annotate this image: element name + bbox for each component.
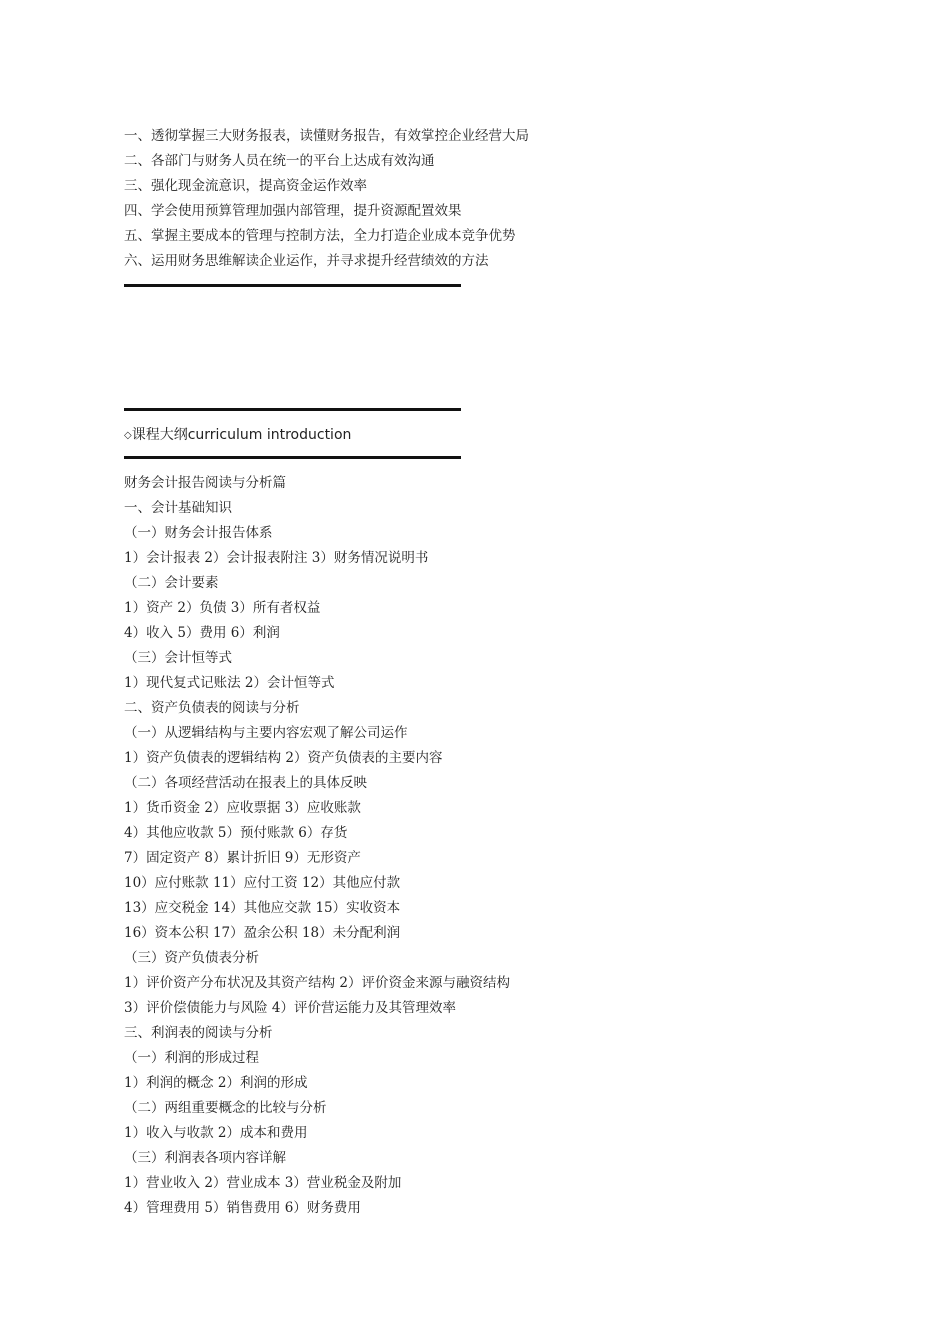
divider-rule: [124, 284, 461, 287]
objective-item: 五、掌握主要成本的管理与控制方法，全力打造企业成本竞争优势: [124, 228, 516, 244]
objective-item: 四、学会使用预算管理加强内部管理，提升资源配置效果: [124, 203, 462, 219]
divider-rule: [124, 408, 461, 411]
objectives-list: [124, 124, 824, 274]
outline-item: 1）货币资金 2）应收票据 3）应收账款: [124, 800, 361, 816]
curriculum-heading-en: curriculum introduction: [187, 427, 352, 443]
outline-item: （三）资产负债表分析: [124, 950, 259, 966]
outline-item: 3）评价偿债能力与风险 4）评价营运能力及其管理效率: [124, 1000, 456, 1016]
outline-item: 1）利润的概念 2）利润的形成: [124, 1075, 308, 1091]
outline-item: 4）管理费用 5）销售费用 6）财务费用: [124, 1200, 361, 1216]
outline-item: 10）应付账款 11）应付工资 12）其他应付款: [124, 875, 401, 891]
outline-item: （一）财务会计报告体系: [124, 525, 273, 541]
outline-item: 1）现代复式记账法 2）会计恒等式: [124, 675, 335, 691]
outline-item: 1）资产 2）负债 3）所有者权益: [124, 600, 321, 616]
divider-rule: [124, 456, 461, 459]
outline-item: 1）营业收入 2）营业成本 3）营业税金及附加: [124, 1175, 402, 1191]
curriculum-heading-cn: 课程大纲: [131, 427, 188, 443]
objective-item: 六、运用财务思维解读企业运作，并寻求提升经营绩效的方法: [124, 253, 489, 269]
outline-item: 13）应交税金 14）其他应交款 15）实收资本: [124, 900, 401, 916]
outline-item: 一、会计基础知识: [124, 500, 232, 516]
outline-item: 二、资产负债表的阅读与分析: [124, 700, 300, 716]
outline-list: [124, 471, 824, 1221]
outline-item: 1）收入与收款 2）成本和费用: [124, 1125, 308, 1141]
outline-item: 16）资本公积 17）盈余公积 18）未分配利润: [124, 925, 401, 941]
outline-item: 三、利润表的阅读与分析: [124, 1025, 273, 1041]
objective-item: 二、各部门与财务人员在统一的平台上达成有效沟通: [124, 153, 435, 169]
diamond-icon: ◇: [124, 430, 132, 441]
outline-item: （三）利润表各项内容详解: [124, 1150, 286, 1166]
document-page: [124, 124, 824, 1221]
outline-item: 1）资产负债表的逻辑结构 2）资产负债表的主要内容: [124, 750, 443, 766]
curriculum-heading: [124, 423, 824, 447]
outline-section-title: 财务会计报告阅读与分析篇: [124, 475, 286, 491]
outline-item: 1）会计报表 2）会计报表附注 3）财务情况说明书: [124, 550, 429, 566]
objective-item: 三、强化现金流意识，提高资金运作效率: [124, 178, 367, 194]
outline-item: （三）会计恒等式: [124, 650, 232, 666]
outline-item: 1）评价资产分布状况及其资产结构 2）评价资金来源与融资结构: [124, 975, 510, 991]
outline-item: （一）从逻辑结构与主要内容宏观了解公司运作: [124, 725, 408, 741]
outline-item: （二）各项经营活动在报表上的具体反映: [124, 775, 367, 791]
outline-item: 4）收入 5）费用 6）利润: [124, 625, 280, 641]
outline-item: 4）其他应收款 5）预付账款 6）存货: [124, 825, 348, 841]
outline-item: （二）会计要素: [124, 575, 219, 591]
objective-item: 一、透彻掌握三大财务报表，读懂财务报告，有效掌控企业经营大局: [124, 128, 529, 144]
outline-item: （二）两组重要概念的比较与分析: [124, 1100, 327, 1116]
outline-item: （一）利润的形成过程: [124, 1050, 259, 1066]
outline-item: 7）固定资产 8）累计折旧 9）无形资产: [124, 850, 361, 866]
